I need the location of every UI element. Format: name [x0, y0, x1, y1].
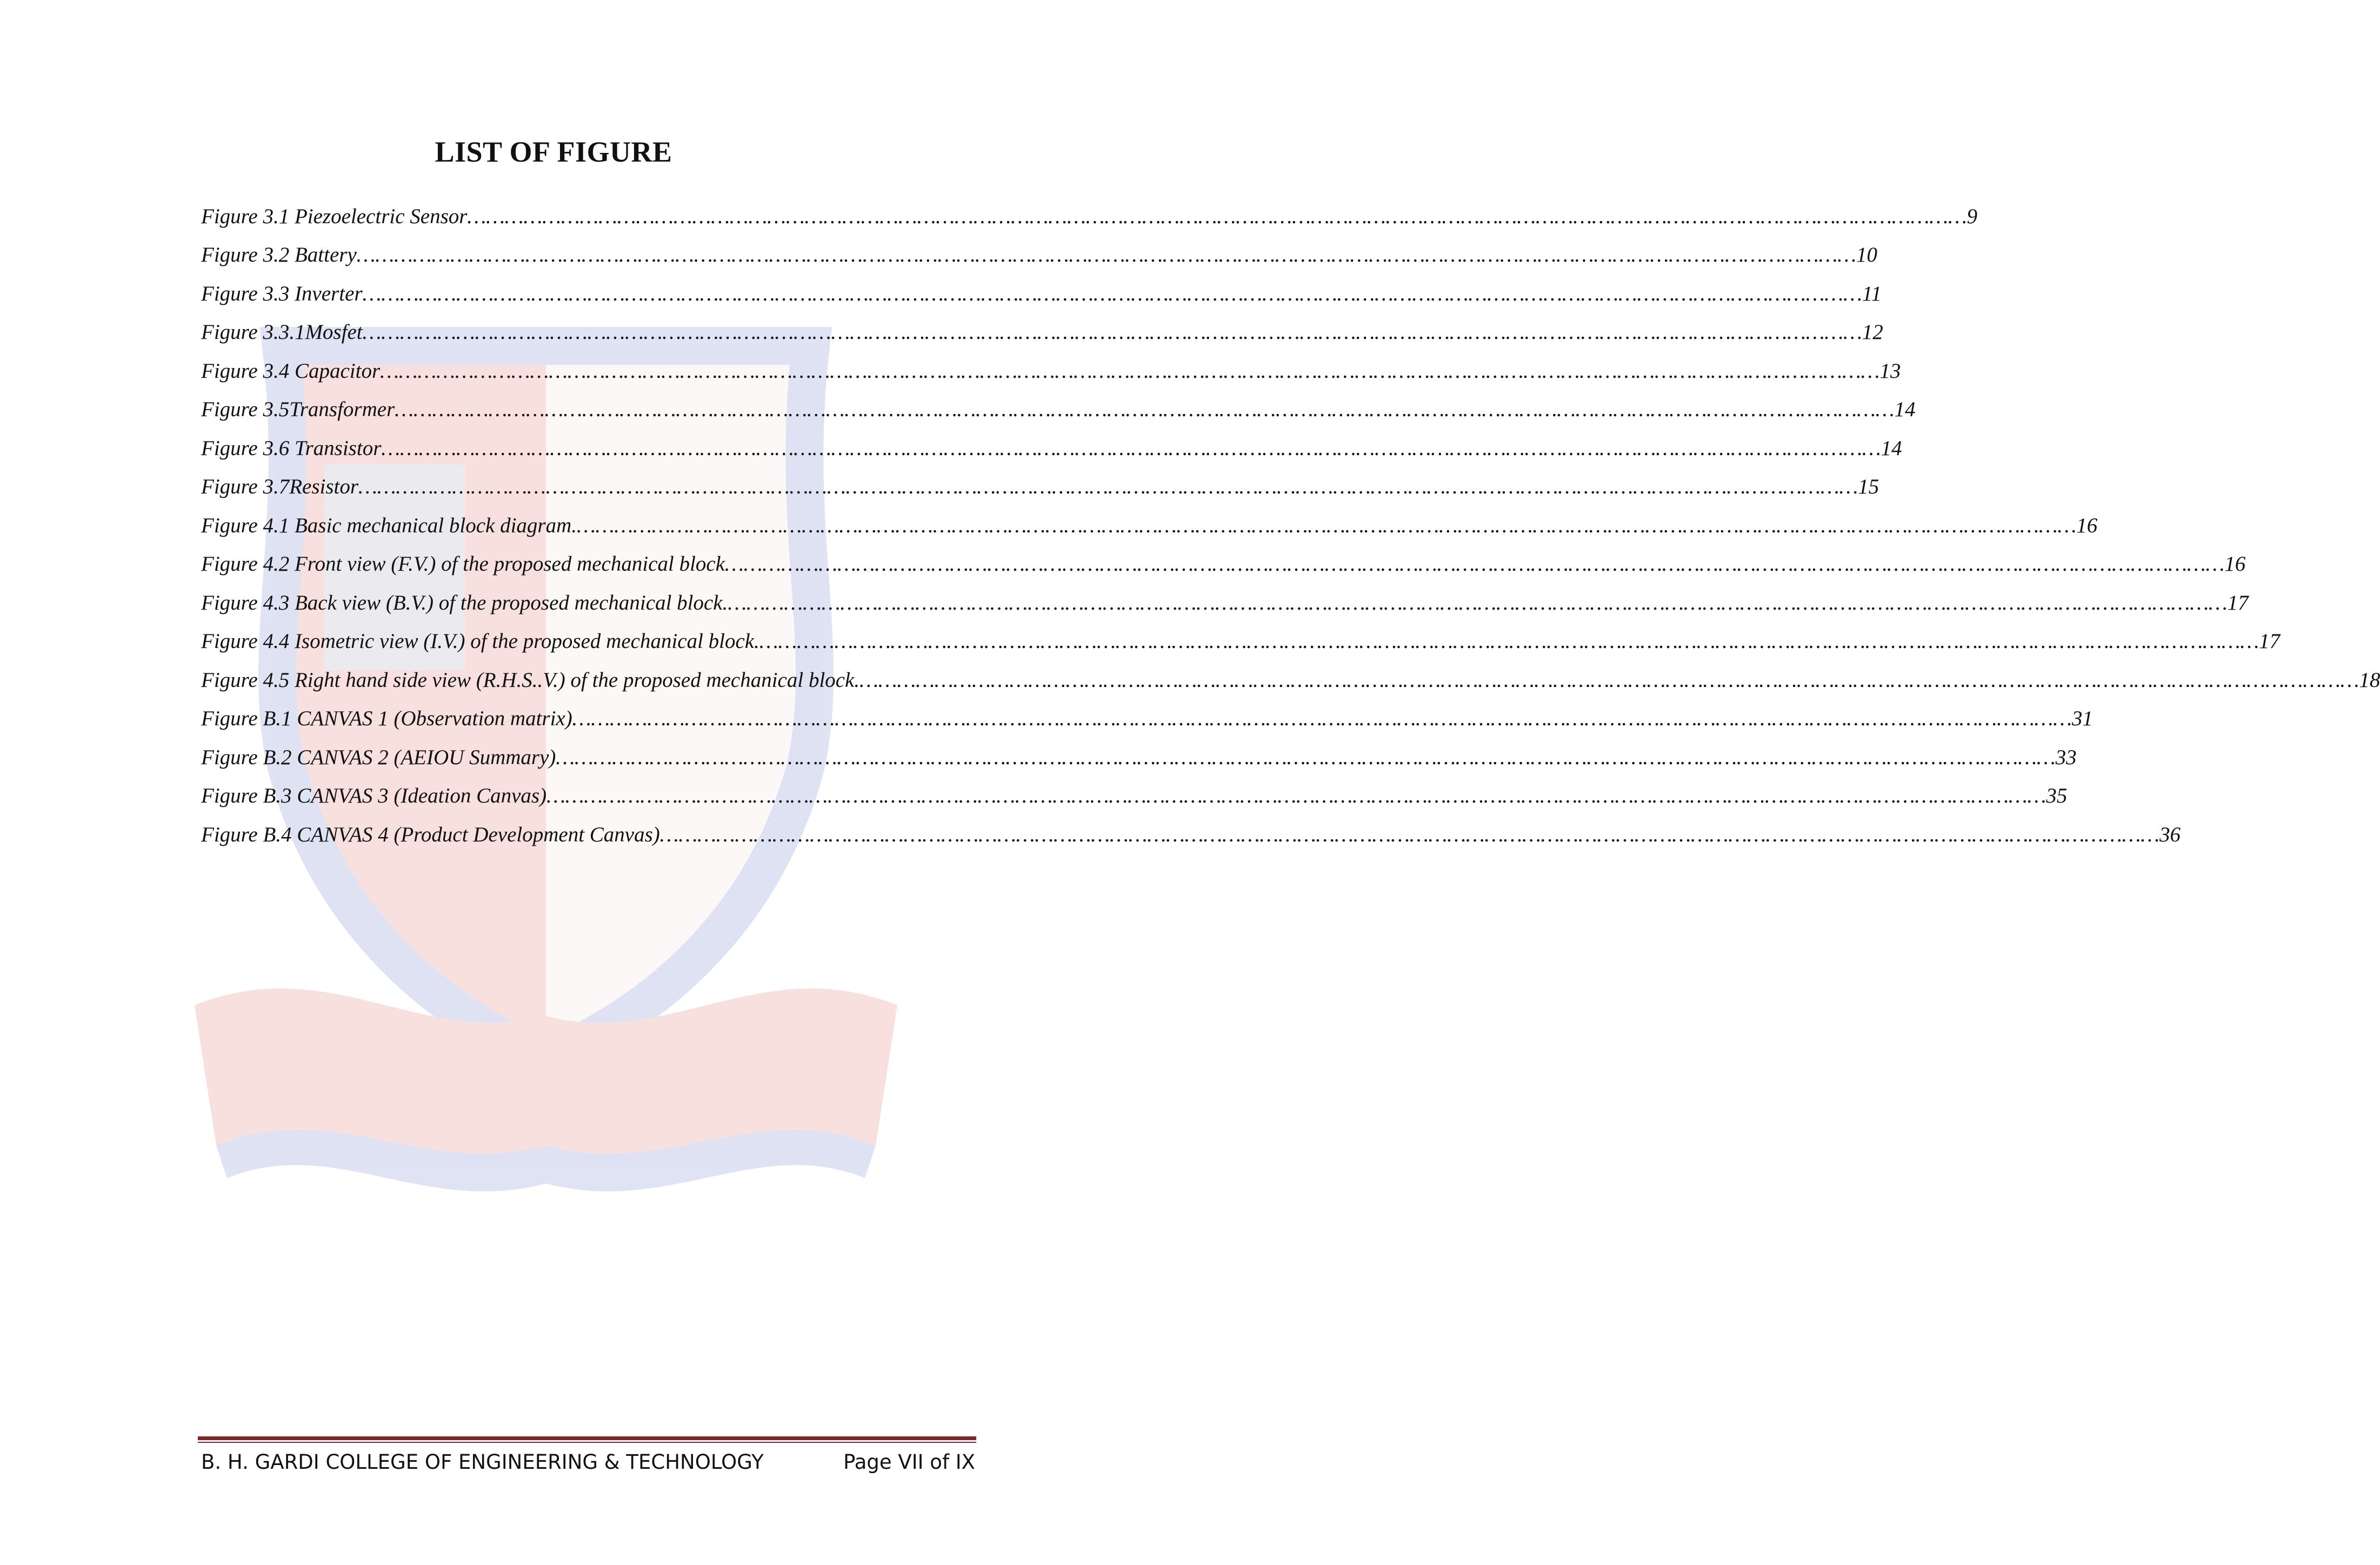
dot-leader: ……………………………………………………………………………………………………………………………………………………………………………………………………………………: [362, 282, 1862, 305]
figure-list-item: [201, 539, 2246, 578]
figure-page-number: 13: [1879, 359, 1901, 383]
figure-caption: Figure 3.7Resistor: [201, 475, 359, 498]
figure-caption: Figure 3.6 Transistor: [201, 436, 382, 460]
figure-caption: Figure 3.4 Capacitor: [201, 359, 381, 383]
dot-leader: ……………………………………………………………………………………………………………………………………………………………………………………………………………………: [577, 513, 2077, 537]
dot-leader: ……………………………………………………………………………………………………………………………………………………………………………………………………………………: [556, 745, 2056, 769]
figure-page-number: 33: [2055, 745, 2077, 769]
figure-caption: Figure 3.2 Battery: [201, 243, 357, 266]
figure-page-number: 9: [1966, 204, 1978, 228]
footer-rule-thin: [198, 1442, 976, 1443]
figure-list-item: [201, 384, 1916, 423]
figure-page-number: 17: [2227, 591, 2249, 614]
figure-page-number: 35: [2046, 784, 2068, 807]
figure-list-item: [201, 809, 2181, 848]
page-title: LIST OF FIGURE: [435, 136, 672, 168]
figure-caption: Figure 3.5Transformer: [201, 398, 395, 421]
figure-page-number: 15: [1858, 475, 1879, 498]
figure-caption: Figure B.2 CANVAS 2 (AEIOU Summary): [201, 745, 556, 769]
footer-college-name: B. H. GARDI COLLEGE OF ENGINEERING & TECHNOLOGY: [201, 1450, 764, 1474]
figure-caption: Figure 4.1 Basic mechanical block diagram.: [201, 513, 577, 537]
figure-page-number: 31: [2071, 707, 2093, 730]
dot-leader: ……………………………………………………………………………………………………………………………………………………………………………………………………………………: [358, 475, 1858, 498]
figure-caption: Figure 3.3.1Mosfet: [201, 320, 363, 344]
figure-list-item: [201, 230, 1877, 269]
figure-caption: Figure 4.3 Back view (B.V.) of the proposed mechanical block.: [201, 591, 728, 614]
figure-list-item: [201, 462, 1879, 500]
dot-leader: ……………………………………………………………………………………………………………………………………………………………………………………………………………………: [572, 707, 2072, 730]
dot-leader: ……………………………………………………………………………………………………………………………………………………………………………………………………………………: [659, 822, 2159, 846]
figure-list-item: [201, 616, 2281, 655]
figure-page-number: 16: [2224, 552, 2246, 576]
figure-list-item: [201, 423, 1902, 462]
figure-list-item: [201, 693, 2093, 732]
figure-page-number: 14: [1881, 436, 1902, 460]
figure-caption: Figure B.3 CANVAS 3 (Ideation Canvas): [201, 784, 547, 807]
figure-caption: Figure B.1 CANVAS 1 (Observation matrix): [201, 707, 572, 730]
figure-list-item: [201, 191, 1978, 230]
dot-leader: ……………………………………………………………………………………………………………………………………………………………………………………………………………………: [467, 204, 1967, 228]
figure-page-number: 36: [2159, 822, 2181, 846]
figure-page-number: 18: [2359, 668, 2380, 692]
figure-caption: Figure 3.1 Piezoelectric Sensor: [201, 204, 468, 228]
figure-list-item: [201, 577, 2249, 616]
figure-caption: Figure 4.5 Right hand side view (R.H.S..V.) of the proposed mechanical block.: [201, 668, 860, 692]
figure-page-number: 17: [2259, 630, 2281, 653]
figure-page-number: 14: [1894, 398, 1916, 421]
footer-rule-thick: [198, 1436, 976, 1440]
figure-page-number: 16: [2076, 513, 2098, 537]
figure-list: [201, 191, 2380, 848]
figure-page-number: 11: [1862, 282, 1882, 305]
dot-leader: ……………………………………………………………………………………………………………………………………………………………………………………………………………………: [362, 320, 1862, 344]
dot-leader: ……………………………………………………………………………………………………………………………………………………………………………………………………………………: [728, 591, 2228, 614]
figure-list-item: [201, 500, 2098, 539]
dot-leader: ……………………………………………………………………………………………………………………………………………………………………………………………………………………: [859, 668, 2359, 692]
figure-page-number: 12: [1862, 320, 1883, 344]
dot-leader: ……………………………………………………………………………………………………………………………………………………………………………………………………………………: [759, 630, 2259, 653]
dot-leader: ……………………………………………………………………………………………………………………………………………………………………………………………………………………: [395, 398, 1895, 421]
figure-list-item: [201, 771, 2068, 810]
figure-list-item: [201, 654, 2380, 693]
figure-list-item: [201, 732, 2077, 771]
dot-leader: ……………………………………………………………………………………………………………………………………………………………………………………………………………………: [356, 243, 1856, 266]
dot-leader: ……………………………………………………………………………………………………………………………………………………………………………………………………………………: [380, 359, 1880, 383]
dot-leader: ……………………………………………………………………………………………………………………………………………………………………………………………………………………: [546, 784, 2046, 807]
figure-caption: Figure 3.3 Inverter: [201, 282, 363, 305]
figure-list-item: [201, 345, 1901, 384]
figure-caption: Figure 4.4 Isometric view (I.V.) of the proposed mechanical block.: [201, 630, 759, 653]
figure-list-item: [201, 268, 1882, 307]
figure-caption: Figure B.4 CANVAS 4 (Product Development Canvas): [201, 822, 660, 846]
footer-page-number: Page VII of IX: [843, 1450, 975, 1474]
figure-page-number: 10: [1856, 243, 1877, 266]
dot-leader: ……………………………………………………………………………………………………………………………………………………………………………………………………………………: [725, 552, 2225, 576]
figure-list-item: [201, 307, 1883, 346]
figure-caption: Figure 4.2 Front view (F.V.) of the proposed mechanical block: [201, 552, 725, 576]
page-footer: [201, 1450, 975, 1474]
dot-leader: ……………………………………………………………………………………………………………………………………………………………………………………………………………………: [381, 436, 1881, 460]
